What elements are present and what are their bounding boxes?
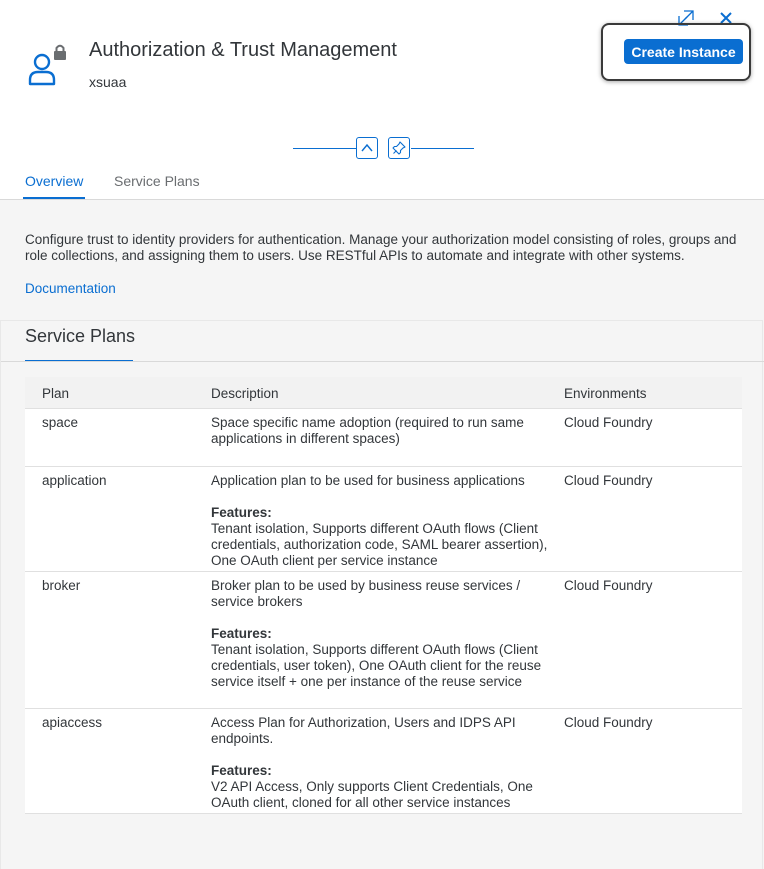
plan-description-text: Space specific name adoption (required to run same applications in different spaces): [211, 415, 524, 446]
column-header-description: Description: [211, 386, 279, 401]
dialog-header: [0, 0, 764, 200]
plan-description: [211, 473, 551, 569]
plan-environment: Cloud Foundry: [564, 578, 653, 593]
features-label: Features:: [211, 763, 272, 778]
create-instance-button[interactable]: Create Instance: [624, 39, 743, 64]
table-row[interactable]: [25, 572, 742, 709]
column-header-environments: Environments: [564, 386, 647, 401]
plan-name: broker: [42, 578, 81, 593]
plan-description: [211, 578, 551, 690]
header-divider-left: [293, 148, 356, 149]
plan-description-text: Application plan to be used for business applications: [211, 473, 525, 488]
plan-name: apiaccess: [42, 715, 103, 730]
features-text: Tenant isolation, Supports different OAuth flows (Client credentials, authorization code, SAML bearer assertion), One OAuth client per service instance: [211, 521, 548, 568]
section-title: Service Plans: [25, 326, 136, 346]
plan-name: application: [42, 473, 107, 488]
service-description: Configure trust to identity providers for authentication. Manage your authorization model consisting of roles, groups and role collections, and assigning them to users. Use RESTful APIs to automate and integrate with other systems.: [25, 232, 737, 263]
features-text: V2 API Access, Only supports Client Credentials, One OAuth client, cloned for all other service instances: [211, 779, 533, 810]
plan-environment: Cloud Foundry: [564, 415, 653, 430]
collapse-header-button[interactable]: [356, 137, 378, 159]
user-lock-icon: [26, 42, 72, 88]
features-text: Tenant isolation, Supports different OAuth flows (Client credentials, user token), One OAuth client for the reuse service itself + one per instance of the reuse service: [211, 642, 542, 689]
plan-name: space: [42, 415, 79, 430]
plan-environment: Cloud Foundry: [564, 473, 653, 488]
table-row[interactable]: [25, 709, 742, 814]
plan-description-text: Access Plan for Authorization, Users and IDPS API endpoints.: [211, 715, 516, 746]
table-header: [25, 377, 742, 409]
pin-header-button[interactable]: [388, 137, 410, 159]
section-separator: [1, 361, 764, 362]
plan-description-text: Broker plan to be used by business reuse services / service brokers: [211, 578, 521, 609]
column-header-plan: Plan: [42, 386, 70, 401]
table-row[interactable]: [25, 467, 742, 572]
documentation-link[interactable]: Documentation: [25, 281, 116, 296]
features-label: Features:: [211, 505, 272, 520]
header-divider-right: [411, 148, 474, 149]
page-title: Authorization & Trust Management: [89, 39, 397, 61]
tab-overview[interactable]: Overview: [25, 173, 84, 189]
create-instance-highlight: [601, 23, 751, 81]
plan-description: [211, 715, 551, 811]
table-row[interactable]: [25, 409, 742, 467]
plan-environment: Cloud Foundry: [564, 715, 653, 730]
tab-service-plans[interactable]: Service Plans: [114, 173, 200, 189]
page-subtitle: xsuaa: [89, 74, 127, 90]
features-label: Features:: [211, 626, 272, 641]
plan-description: [211, 415, 551, 447]
chevron-up-icon: [360, 141, 374, 155]
pin-icon: [392, 141, 406, 155]
